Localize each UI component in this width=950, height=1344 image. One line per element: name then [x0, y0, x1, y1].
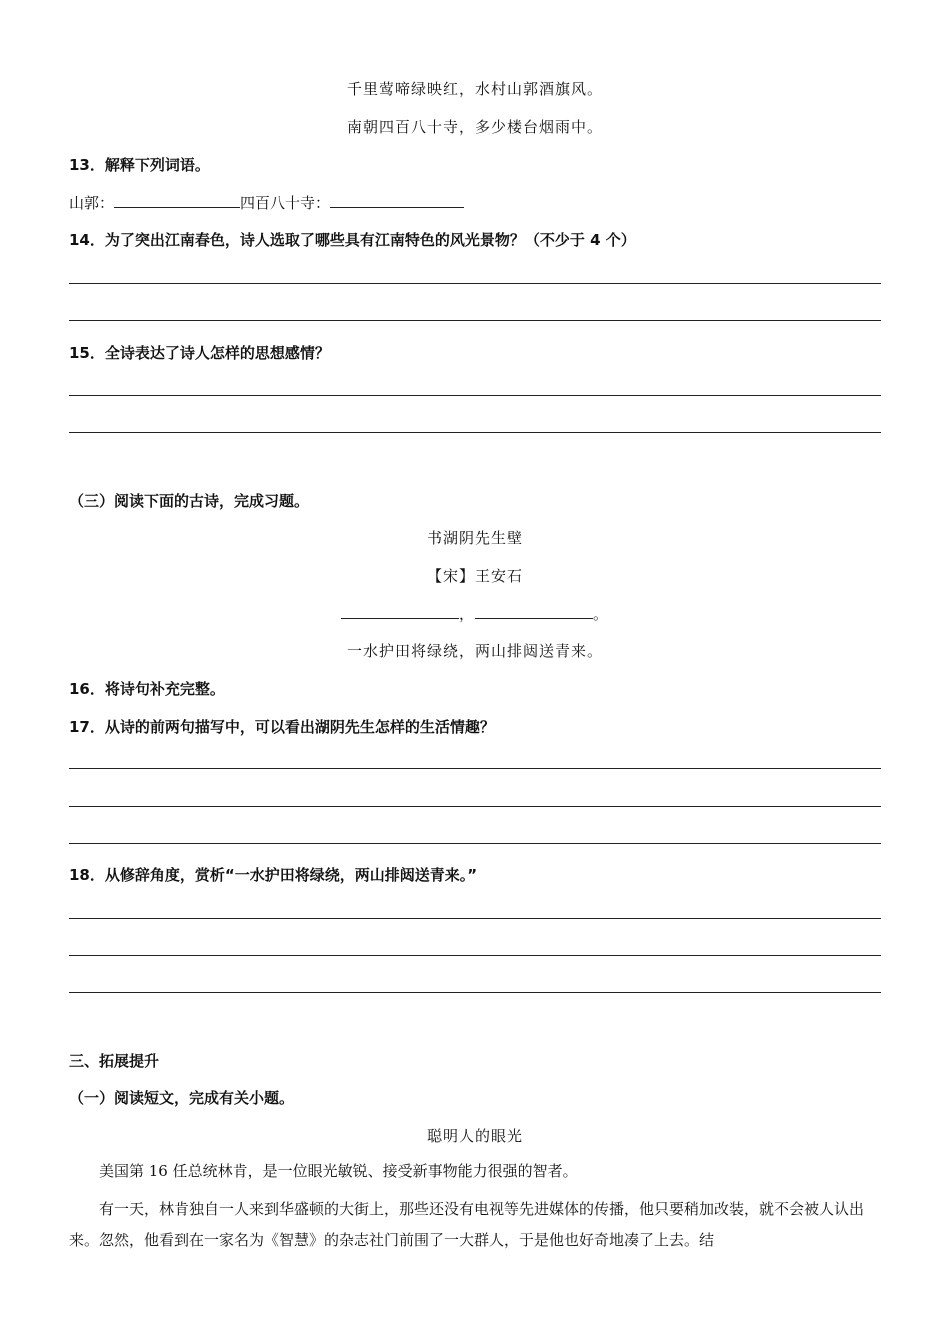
q13-answer-row: [69, 192, 464, 213]
answer-line[interactable]: [69, 918, 881, 919]
poem-period: 。: [593, 605, 610, 623]
poem-blank-line: [0, 603, 950, 624]
answer-line[interactable]: [69, 395, 881, 396]
answer-line[interactable]: [69, 432, 881, 433]
poem-comma: ，: [458, 605, 475, 623]
question-14: 14．为了突出江南春色，诗人选取了哪些具有江南特色的风光景物？（不少于 4 个）: [69, 231, 636, 249]
poem-title: 书湖阴先生壁: [426, 529, 523, 547]
answer-line[interactable]: [69, 806, 881, 807]
article-paragraph: 有一天，林肯独自一人来到华盛顿的大街上，那些还没有电视等先进媒体的传播，他只要稍加改装，就不会被人认出来。忽然，他看到在一家名为《智慧》的杂志社门前围了一大群人，于是他也好奇地凑了上去。结: [69, 1200, 865, 1249]
question-13: 13．解释下列词语。: [69, 156, 210, 174]
answer-line[interactable]: [69, 283, 881, 284]
question-17: 17．从诗的前两句描写中，可以看出湖阴先生怎样的生活情趣？: [69, 718, 495, 736]
question-15: 15．全诗表达了诗人怎样的思想感情？: [69, 344, 330, 362]
poem-author: 【宋】王安石: [426, 567, 523, 585]
article-paragraph: 美国第 16 任总统林肯，是一位眼光敏锐、接受新事物能力很强的智者。: [99, 1162, 578, 1180]
answer-line[interactable]: [69, 768, 881, 769]
poem-blank-1[interactable]: [341, 604, 459, 619]
answer-line[interactable]: [69, 955, 881, 956]
q13-blank-1[interactable]: [114, 193, 240, 208]
q13-term-2: 四百八十寺：: [240, 194, 331, 212]
part-heading: 三、拓展提升: [69, 1052, 160, 1070]
question-18: 18．从修辞角度，赏析“一水护田将绿绕，两山排闼送青来。”: [69, 866, 478, 884]
section-heading: （三）阅读下面的古诗，完成习题。: [69, 492, 310, 510]
question-16: 16．将诗句补充完整。: [69, 680, 225, 698]
sub-heading: （一）阅读短文，完成有关小题。: [69, 1089, 295, 1107]
answer-line[interactable]: [69, 992, 881, 993]
poem-line: 一水护田将绿绕，两山排闼送青来。: [346, 642, 603, 660]
poem-line: 千里莺啼绿映红，水村山郭酒旗风。: [346, 80, 603, 98]
q13-term-1: 山郭：: [69, 194, 115, 212]
answer-line[interactable]: [69, 843, 881, 844]
answer-line[interactable]: [69, 320, 881, 321]
q13-blank-2[interactable]: [330, 193, 464, 208]
article-title: 聪明人的眼光: [426, 1127, 523, 1145]
poem-blank-2[interactable]: [475, 604, 593, 619]
poem-line: 南朝四百八十寺，多少楼台烟雨中。: [346, 118, 603, 136]
